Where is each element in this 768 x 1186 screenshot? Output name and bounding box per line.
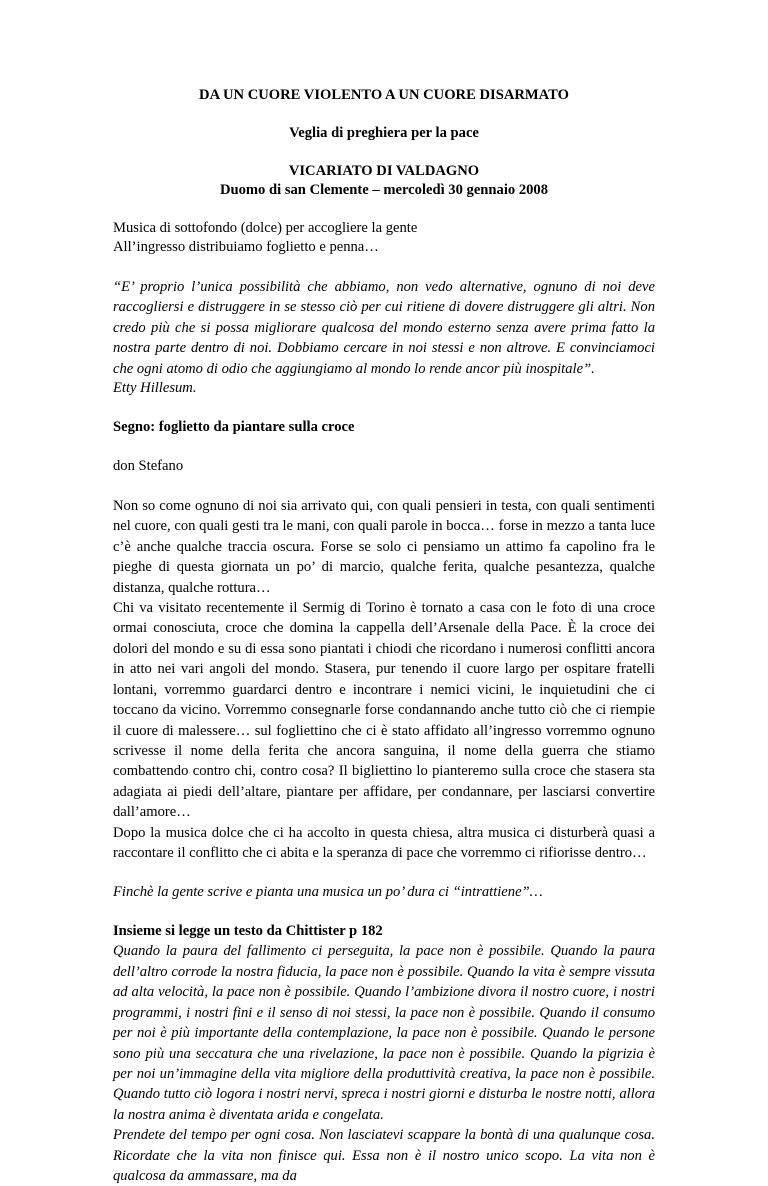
document-content: [113, 86, 655, 1186]
speech-body: [113, 496, 655, 864]
quote-block: [113, 277, 655, 398]
reading-heading: Insieme si legge un testo da Chittister p 182: [113, 923, 383, 940]
quote-author: Etty Hillesum.: [113, 379, 197, 396]
sign-heading: Segno: foglietto da piantare sulla croce: [113, 418, 355, 435]
body-paragraph: Non so come ognuno di noi sia arrivato qui, con quali pensieri in testa, con quali sentimenti nel cuore, con quali gesti tra le mani, con quali parole in bocca… forse in mezzo a tanta luce c’è anche qualche traccia oscura. Forse se solo ci pensiamo un attimo fa capolino fra le pieghe di questa giornata un po’ di marcio, qualche ferita, qualche pesantezza, qualche distanza, qualche rottura…: [113, 497, 655, 596]
reading-paragraph: Quando la paura del fallimento ci perseguita, la pace non è possibile. Quando la paura dell’altro corrode la nostra fiducia, la pace non è possibile. Quando la vita è sempre vissuta ad alta velocità, la pace non è possibile. Quando l’ambizione divora il nostro cuore, i nostri programmi, i nostri fini e il senso di noi stessi, la pace non è possibile. Quando il consumo per noi è più importante della contemplazione, la pace non è possibile. Quando le persone sono più una seccatura che una rivelazione, la pace non è possibile. Quando la pigrizia è per noi un’immagine della vita migliore della produttività creativa, la pace non è possibile. Quando tutto ciò logora i nostri nervi, spreca i nostri giorni e disturba le nostre notti, allora la nostra anima è diventata arida e congelata.: [113, 943, 655, 1123]
quote-text: “E’ proprio l’unica possibilità che abbiamo, non vedo alternative, ognuno di noi deve raccogliersi e distruggere in se stesso ciò per cui ritiene di dovere distruggere gli altri. Non credo più che si possa migliorare qualcosa del mondo esterno senza avere prima fatto la nostra parte dentro di noi. Dobbiamo cercare in noi stessi e non altrove. E convinciamoci che ogni atomo di odio che aggiungiamo al mondo lo rende ancor più inospitale”.: [113, 278, 655, 377]
intro-notes: [113, 219, 655, 257]
speaker-name: don Stefano: [113, 457, 184, 474]
body-paragraph: Chi va visitato recentemente il Sermig di Torino è tornato a casa con le foto di una croce ormai conosciuta, croce che domina la cappella dell’Arsenale della Pace. È la croce dei dolori del mondo e su di essa sono piantati i chiodi che ricordano i numerosi conflitti ancora in atto nei vari angoli del mondo. Stasera, pur tenendo il cuore largo per ospitare fratelli lontani, vorremmo guardarci dentro e incontrare i nemici vicini, le inquietudini che ci toccano da vicino. Vorremmo consegnarle forse condannando anche tutto ciò che ci riempie il cuore di malessere… sul fogliettino che ci è stato affidato all’ingresso vorremmo ognuno scrivesse il nome della ferita che ancora sanguina, il nome della guerra che stiamo combattendo contro chi, contro cosa? Il bigliettino lo pianteremo sulla croce che stasera sta adagiata ai piedi dell’altare, piantare per affidare, per condannare, per lasciarsi convertire dall’amore…: [113, 600, 655, 821]
reading-paragraph: Prendete del tempo per ogni cosa. Non lasciatevi scappare la bontà di una qualunque cosa. Ricordate che la vita non finisce qui. Essa non è il nostro unico scopo. La vita non è qualcosa da ammassare, ma da: [113, 1127, 655, 1185]
intro-line: All’ingresso distribuiamo foglietto e penna…: [113, 238, 379, 255]
document-title: DA UN CUORE VIOLENTO A UN CUORE DISARMATO: [199, 87, 569, 103]
music-note: Finchè la gente scrive e pianta una musica un po’ dura ci “intrattiene”…: [113, 884, 543, 901]
intro-line: Musica di sottofondo (dolce) per accogliere la gente: [113, 219, 418, 236]
organizer: VICARIATO DI VALDAGNO: [288, 163, 480, 180]
body-paragraph: Dopo la musica dolce che ci ha accolto in questa chiesa, altra musica ci disturberà quasi a raccontare il conflitto che ci abita e la speranza di pace che vorremmo ci rifiorisse dentro…: [113, 824, 655, 862]
place-date: Duomo di san Clemente – mercoledì 30 gennaio 2008: [219, 181, 549, 198]
reading-block: [113, 922, 655, 1186]
document-subtitle: Veglia di preghiera per la pace: [289, 125, 479, 142]
